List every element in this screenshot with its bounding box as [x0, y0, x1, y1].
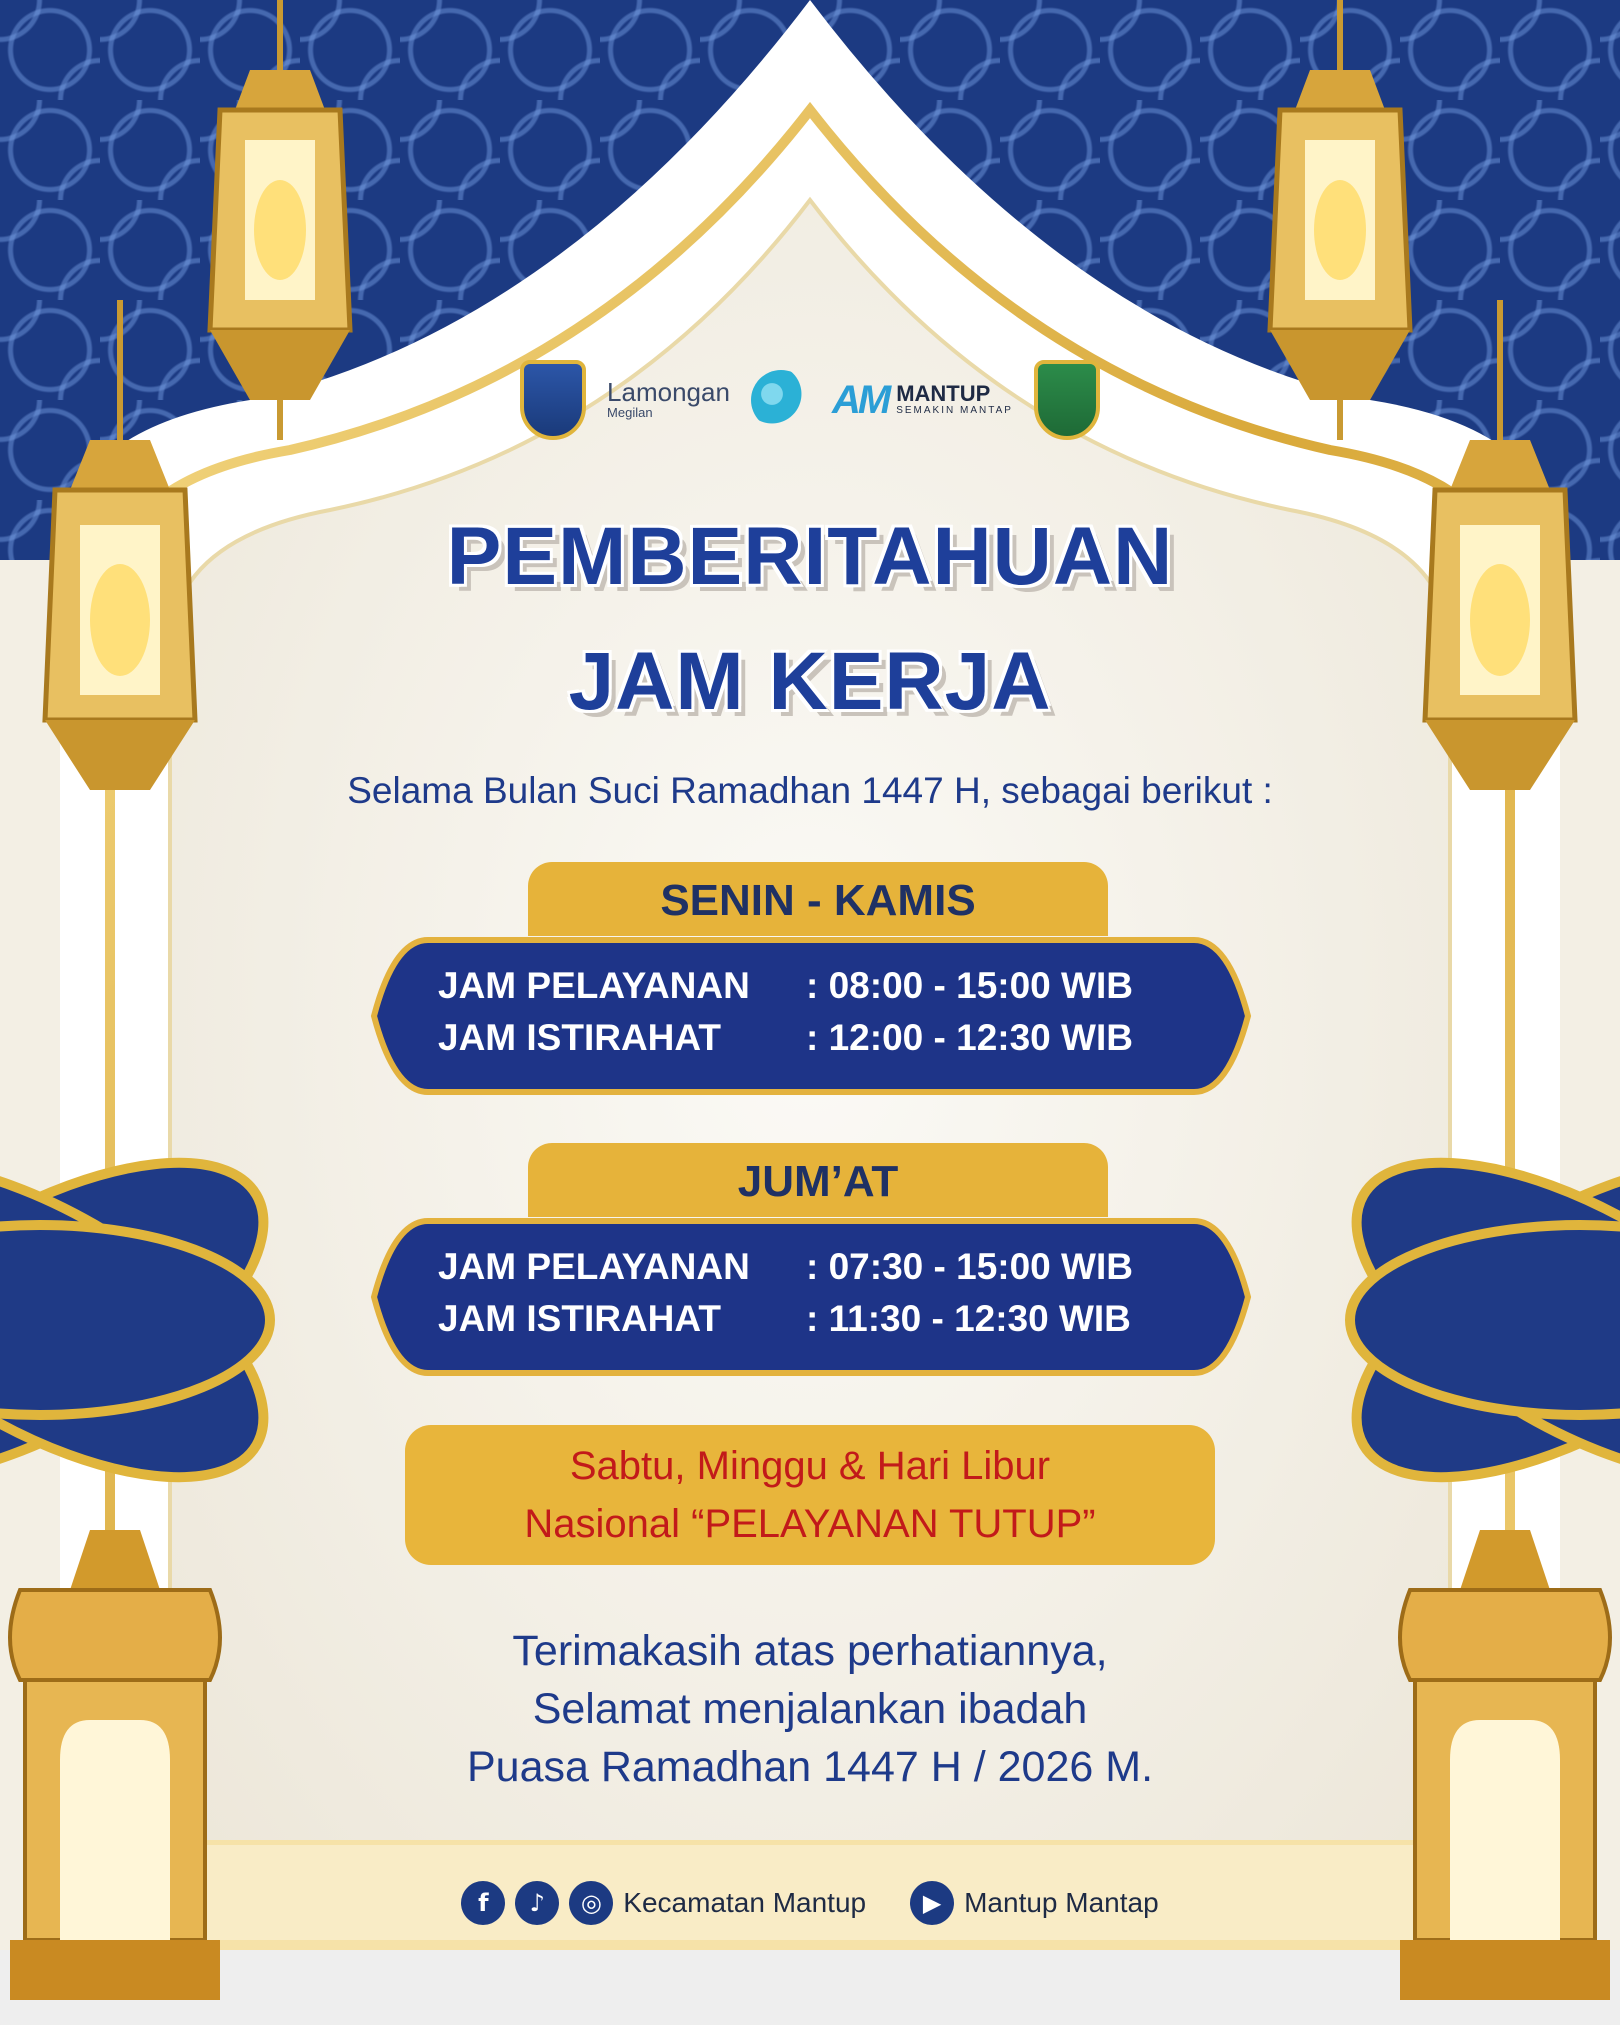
lamongan-logo-text: Lamongan: [607, 377, 730, 407]
closing-line3: Puasa Ramadhan 1447 H / 2026 M.: [466, 1743, 1154, 1791]
page-title-line1: PEMBERITAHUAN: [446, 511, 1174, 602]
wave-icon: [751, 370, 811, 430]
tiktok-icon[interactable]: ♪: [515, 1881, 559, 1925]
row-label: JAM PELAYANAN: [438, 965, 750, 1006]
lamongan-logo-subtext: Megilan: [607, 405, 653, 420]
row-value: : 12:00 - 12:30 WIB: [806, 1017, 1133, 1058]
logo-bar: [520, 355, 1100, 445]
closing-line1: Terimakasih atas perhatiannya,: [512, 1627, 1108, 1675]
youtube-account-name[interactable]: Mantup Mantap: [964, 1887, 1159, 1918]
schedule-row: [438, 1293, 1198, 1345]
mantup-logo-mark: AM: [831, 377, 889, 422]
row-label: JAM ISTIRAHAT: [438, 1298, 721, 1339]
district-shield-logo: [1034, 360, 1100, 440]
mantup-logo: [832, 378, 1013, 423]
row-value: : 08:00 - 15:00 WIB: [806, 965, 1133, 1006]
closing-line2: Selamat menjalankan ibadah: [532, 1685, 1088, 1733]
regency-shield-logo: [520, 360, 586, 440]
closing-message: [260, 1622, 1360, 1796]
closed-notice-line1: Sabtu, Minggu & Hari Libur: [569, 1444, 1051, 1488]
schedule-row: [438, 960, 1198, 1012]
social-footer: [0, 1872, 1620, 1934]
youtube-icon[interactable]: ▶: [910, 1881, 954, 1925]
day-tab-jumat: JUM’AT: [528, 1143, 1108, 1217]
lamongan-logo: [607, 379, 730, 421]
schedule-row: [438, 1241, 1198, 1293]
closed-notice: [405, 1425, 1215, 1565]
mantup-logo-text: MANTUP: [896, 381, 991, 406]
instagram-icon[interactable]: ◎: [569, 1881, 613, 1925]
row-value: : 11:30 - 12:30 WIB: [806, 1298, 1131, 1339]
schedule-row: [438, 1012, 1198, 1064]
row-label: JAM ISTIRAHAT: [438, 1017, 721, 1058]
page-title-line2: JAM KERJA: [568, 636, 1052, 727]
row-label: JAM PELAYANAN: [438, 1246, 750, 1287]
facebook-icon[interactable]: f: [461, 1881, 505, 1925]
schedule-panel-jumat: [368, 1217, 1254, 1377]
day-tab-senin-kamis: SENIN - KAMIS: [528, 862, 1108, 936]
row-value: : 07:30 - 15:00 WIB: [806, 1246, 1133, 1287]
closed-notice-line2: Nasional “PELAYANAN TUTUP”: [524, 1502, 1096, 1546]
schedule-panel-senin-kamis: [368, 936, 1254, 1096]
social-account-name[interactable]: Kecamatan Mantup: [623, 1887, 867, 1918]
subtitle: Selama Bulan Suci Ramadhan 1447 H, sebagai berikut :: [347, 770, 1273, 811]
mantup-logo-tagline: SEMAKIN MANTAP: [896, 405, 1013, 416]
